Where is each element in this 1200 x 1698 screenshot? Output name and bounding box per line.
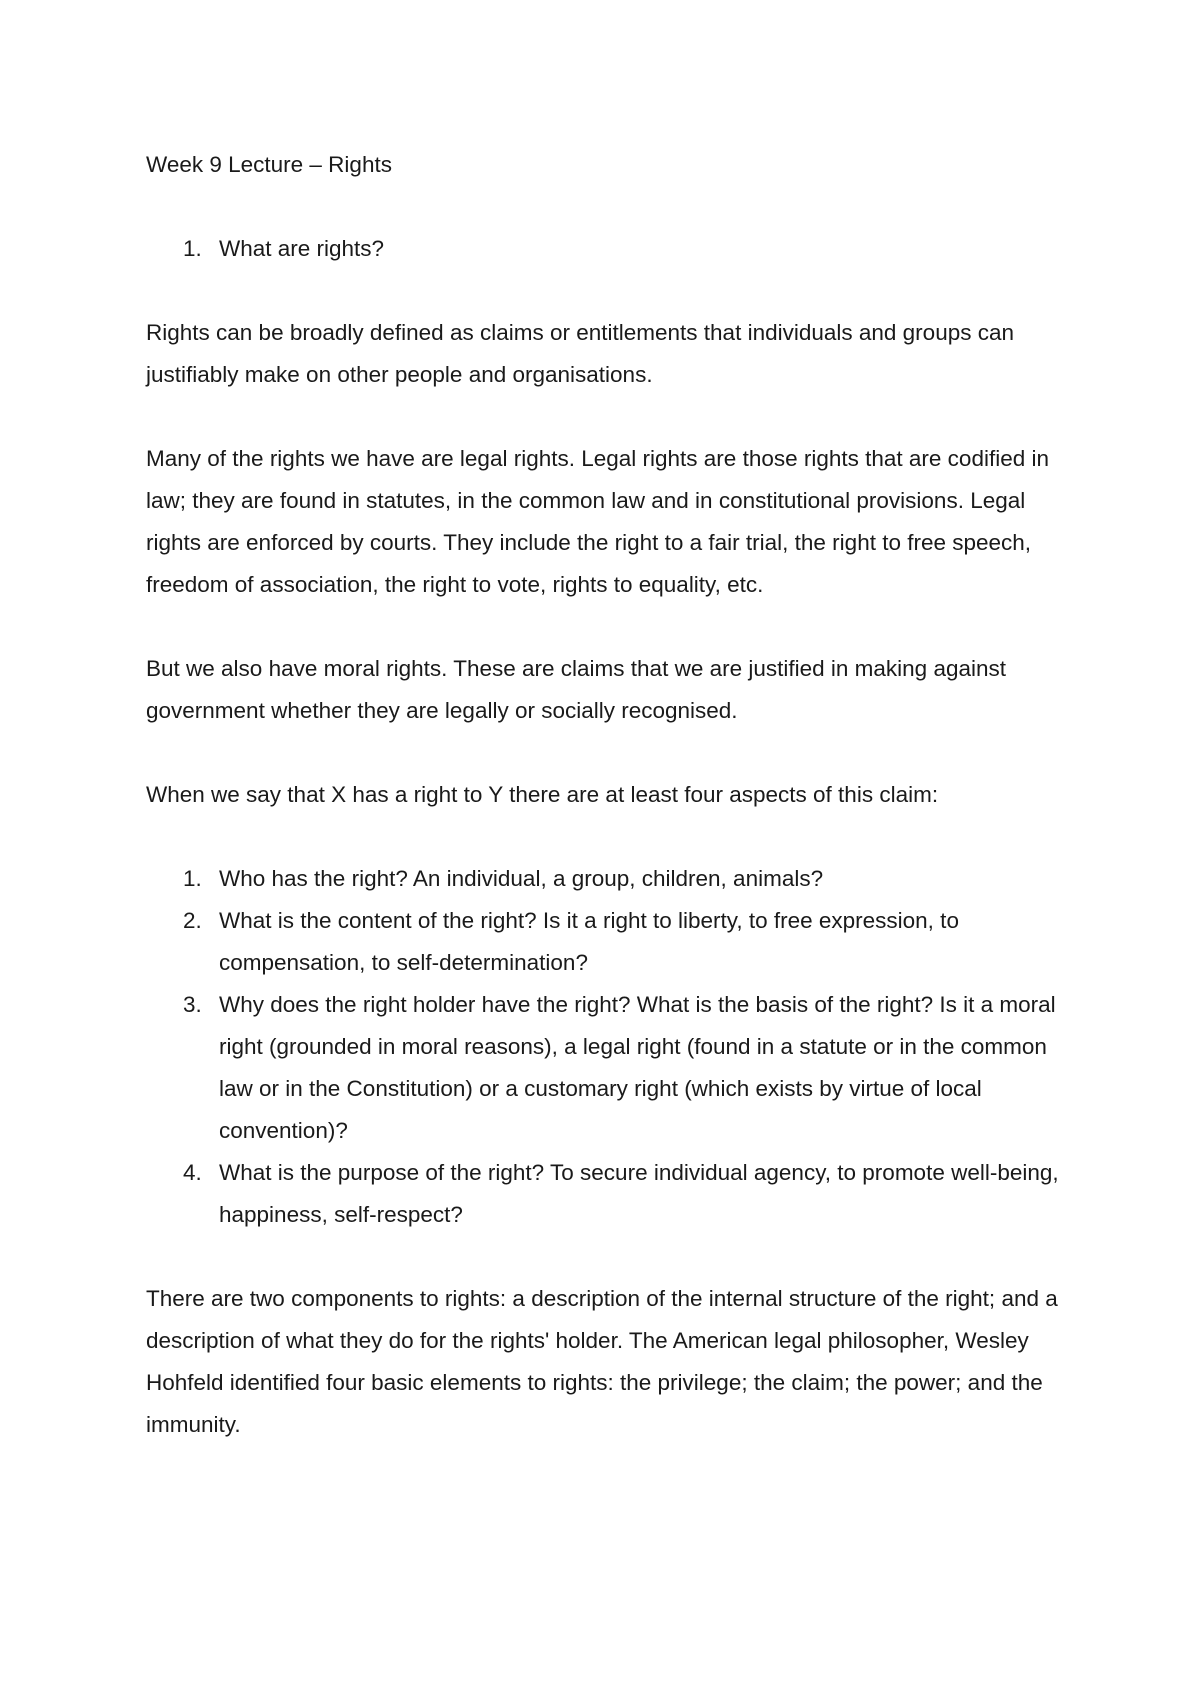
paragraph-aspects-intro: When we say that X has a right to Y there are at least four aspects of this claim: bbox=[146, 782, 939, 807]
list-item-text: What is the purpose of the right? To secure individual agency, to promote well-being, happiness, self-respect? bbox=[219, 1160, 1059, 1227]
section-heading-text: What are rights? bbox=[219, 236, 385, 261]
list-item-text: Who has the right? An individual, a group, children, animals? bbox=[219, 866, 824, 891]
list-item-number: 1. bbox=[183, 866, 202, 891]
list-item-text: What is the content of the right? Is it a right to liberty, to free expression, to compensation, to self-determination? bbox=[219, 908, 959, 975]
section-heading bbox=[146, 228, 1066, 270]
section-number: 1. bbox=[183, 236, 202, 261]
list-item-number: 2. bbox=[183, 908, 202, 933]
section-heading-list bbox=[146, 228, 1066, 270]
paragraph-moral-rights: But we also have moral rights. These are claims that we are justified in making against government whether they are legally or socially recognised. bbox=[146, 656, 1006, 723]
list-item bbox=[146, 858, 1066, 900]
list-item-text: Why does the right holder have the right? What is the basis of the right? Is it a moral right (grounded in moral reasons), a legal right (found in a statute or in the common law or in the Constitution) or a customary right (which exists by virtue of local convention)? bbox=[219, 992, 1056, 1143]
list-item bbox=[146, 984, 1066, 1152]
document-title: Week 9 Lecture – Rights bbox=[146, 152, 392, 177]
paragraph-hohfeld: There are two components to rights: a description of the internal structure of the right; and a description of what they do for the rights' holder. The American legal philosopher, Wesley Hohfeld identified four basic elements to rights: the privilege; the claim; the power; and the immunity. bbox=[146, 1286, 1058, 1437]
list-item-number: 3. bbox=[183, 992, 202, 1017]
document-content bbox=[146, 144, 1066, 1446]
paragraph-definition: Rights can be broadly defined as claims or entitlements that individuals and groups can justifiably make on other people and organisations. bbox=[146, 320, 1014, 387]
list-item bbox=[146, 1152, 1066, 1236]
list-item-number: 4. bbox=[183, 1160, 202, 1185]
paragraph-legal-rights: Many of the rights we have are legal rights. Legal rights are those rights that are codified in law; they are found in statutes, in the common law and in constitutional provisions. Legal rights are enforced by courts. They include the right to a fair trial, the right to free speech, freedom of association, the right to vote, rights to equality, etc. bbox=[146, 446, 1049, 597]
aspects-list bbox=[146, 858, 1066, 1236]
list-item bbox=[146, 900, 1066, 984]
